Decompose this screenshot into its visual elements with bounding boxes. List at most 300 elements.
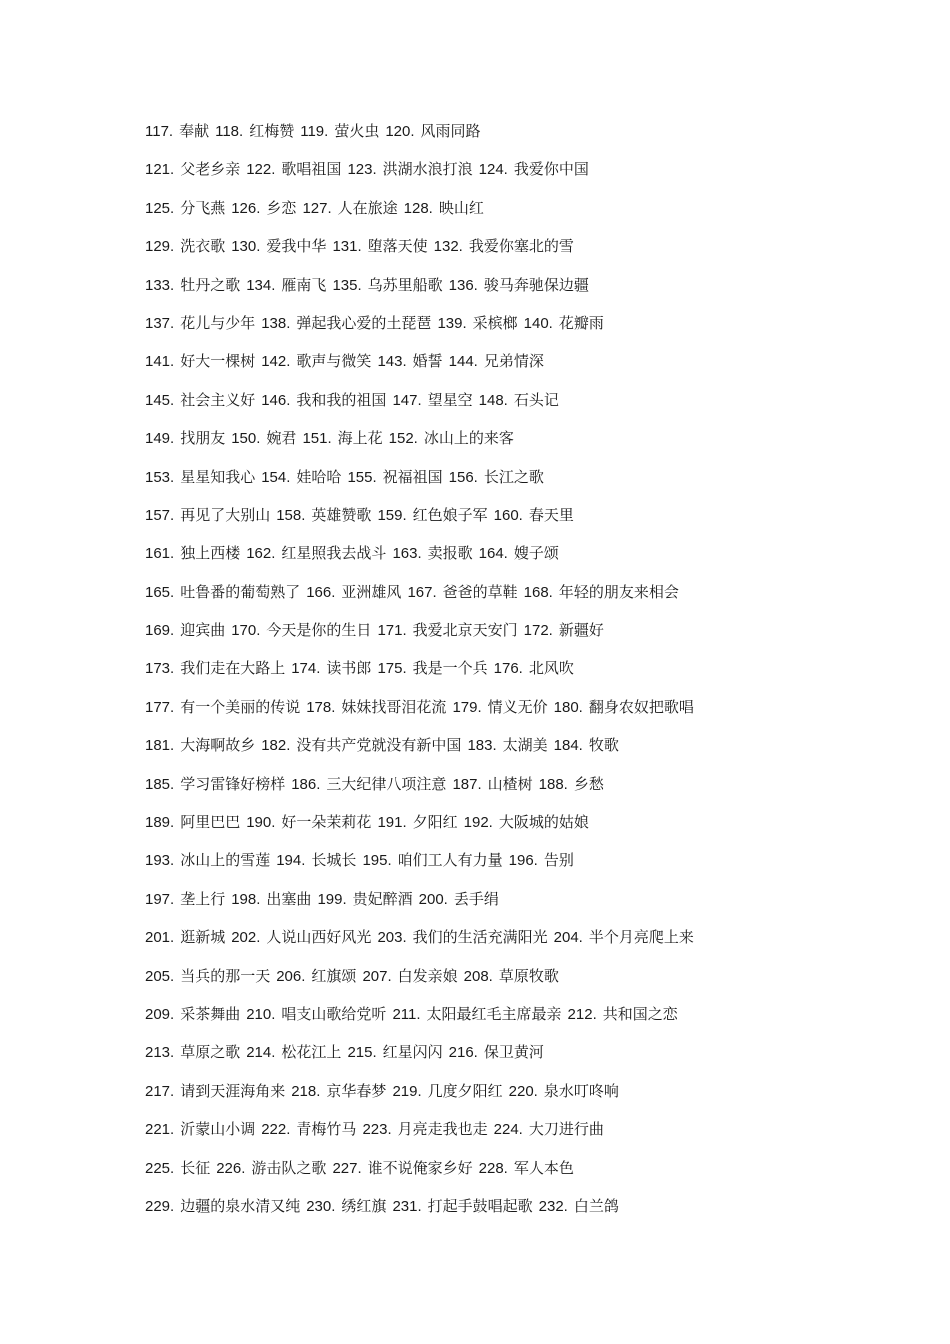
song-entry	[261, 736, 461, 754]
song-number: 159.	[377, 506, 407, 524]
song-entry	[145, 659, 285, 677]
song-number: 213.	[145, 1044, 175, 1062]
song-title: 采槟榔	[472, 313, 518, 332]
song-title: 长江之歌	[483, 467, 544, 486]
list-item	[145, 118, 925, 156]
song-title: 沂蒙山小调	[180, 1120, 256, 1139]
song-title: 采茶舞曲	[180, 1004, 241, 1023]
song-entry	[434, 237, 574, 255]
list-item	[145, 963, 925, 1001]
song-entry	[246, 160, 341, 178]
song-title: 告别	[543, 851, 574, 870]
song-number: 177.	[145, 698, 175, 716]
song-number: 140.	[523, 314, 553, 332]
song-title: 冰山上的雪莲	[180, 851, 271, 870]
song-entry	[392, 1082, 502, 1100]
song-title: 没有共产党就没有新中国	[296, 736, 462, 755]
song-number: 144.	[448, 353, 478, 371]
song-title: 长城长	[311, 851, 357, 870]
song-entry	[377, 813, 457, 831]
song-title: 红旗颂	[311, 966, 357, 985]
song-entry	[145, 199, 225, 217]
list-item	[145, 694, 925, 732]
song-title: 再见了大别山	[180, 505, 271, 524]
song-number: 118.	[215, 123, 244, 140]
song-title: 娃哈哈	[296, 467, 342, 486]
list-item	[145, 886, 925, 924]
song-entry	[276, 967, 356, 985]
song-title: 共和国之恋	[602, 1004, 678, 1023]
list-item	[145, 233, 925, 271]
song-number: 211.	[392, 1005, 421, 1023]
song-title: 青梅竹马	[296, 1120, 357, 1139]
song-number: 156.	[448, 468, 478, 486]
song-number: 158.	[276, 506, 306, 524]
song-number: 228.	[478, 1159, 508, 1177]
song-entry	[385, 122, 480, 140]
list-item	[145, 617, 925, 655]
song-number: 216.	[448, 1044, 478, 1062]
song-title: 翻身农奴把歌唱	[588, 697, 694, 716]
song-title: 弹起我心爱的土琵琶	[296, 313, 432, 332]
song-entry	[377, 506, 487, 524]
song-title: 情义无价	[487, 697, 548, 716]
song-entry	[145, 1197, 300, 1215]
song-number: 132.	[433, 238, 463, 256]
song-title: 嫂子颂	[513, 544, 559, 563]
song-number: 125.	[145, 199, 175, 217]
song-entry	[317, 890, 412, 908]
song-title: 大海啊故乡	[180, 736, 256, 755]
song-number: 135.	[332, 276, 362, 294]
song-number: 130.	[231, 238, 261, 256]
song-number: 148.	[478, 391, 508, 409]
list-item	[145, 847, 925, 885]
song-entry	[246, 813, 371, 831]
song-title: 红色娘子军	[412, 505, 488, 524]
song-number: 172.	[523, 622, 553, 640]
song-number: 163.	[392, 545, 422, 563]
song-entry	[145, 851, 270, 869]
song-number: 134.	[246, 276, 276, 294]
song-number: 129.	[145, 238, 175, 256]
song-entry	[494, 1120, 604, 1138]
song-title: 祝福祖国	[382, 467, 443, 486]
song-number: 122.	[246, 161, 276, 179]
song-title: 丢手绢	[453, 889, 499, 908]
song-title: 太湖美	[502, 736, 548, 755]
song-entry	[377, 621, 517, 639]
song-number: 165.	[145, 583, 175, 601]
list-item	[145, 540, 925, 578]
song-title: 红星照我去战斗	[281, 544, 387, 563]
song-title: 爸爸的草鞋	[442, 582, 518, 601]
song-number: 145.	[145, 391, 175, 409]
song-title: 我爱北京天安门	[412, 621, 518, 640]
song-entry	[145, 1043, 240, 1061]
song-title: 红星闪闪	[382, 1043, 443, 1062]
song-title: 贵妃醉酒	[352, 889, 413, 908]
song-entry	[145, 1082, 285, 1100]
song-number: 214.	[246, 1044, 276, 1062]
song-number: 175.	[377, 660, 407, 678]
song-entry	[332, 276, 442, 294]
song-title: 望星空	[427, 390, 473, 409]
song-title: 请到天涯海角来	[180, 1081, 286, 1100]
song-number: 232.	[538, 1197, 568, 1215]
song-title: 京华春梦	[326, 1081, 387, 1100]
song-entry	[464, 967, 559, 985]
song-title: 我爱你塞北的雪	[468, 237, 574, 256]
song-title: 泉水叮咚响	[543, 1081, 619, 1100]
list-item	[145, 310, 925, 348]
song-entry	[145, 160, 240, 178]
song-title: 白发亲娘	[397, 966, 458, 985]
song-entry	[145, 391, 255, 409]
song-entry	[145, 1005, 240, 1023]
song-entry	[392, 1005, 561, 1023]
song-number: 223.	[362, 1121, 392, 1139]
song-title: 人在旅途	[337, 198, 398, 217]
song-entry	[231, 928, 371, 946]
song-title: 乡恋	[266, 198, 297, 217]
song-entry	[347, 468, 442, 486]
song-entry	[145, 468, 255, 486]
song-title: 三大纪律八项注意	[326, 774, 447, 793]
song-number: 212.	[567, 1005, 597, 1023]
song-entry	[145, 544, 240, 562]
song-title: 出塞曲	[266, 889, 312, 908]
song-entry	[452, 698, 547, 716]
song-entry	[261, 391, 386, 409]
song-title: 分飞燕	[180, 198, 226, 217]
song-number: 221.	[145, 1121, 175, 1139]
song-number: 139.	[437, 314, 467, 332]
song-number: 153.	[145, 468, 175, 486]
song-entry	[509, 1082, 619, 1100]
song-title: 雁南飞	[281, 275, 327, 294]
song-title: 新疆好	[558, 621, 604, 640]
song-title: 大刀进行曲	[528, 1120, 604, 1139]
song-entry	[479, 391, 559, 409]
song-title: 亚洲雄风	[341, 582, 402, 601]
song-entry	[332, 237, 427, 255]
song-number: 191.	[377, 814, 407, 832]
song-entry	[554, 736, 619, 754]
song-title: 海上花	[337, 429, 383, 448]
song-number: 127.	[302, 199, 332, 217]
song-entry	[306, 698, 446, 716]
song-title: 花儿与少年	[180, 313, 256, 332]
song-entry	[261, 1120, 356, 1138]
song-entry	[362, 1120, 487, 1138]
song-title: 我爱你中国	[513, 160, 589, 179]
song-entry	[246, 276, 326, 294]
song-entry	[215, 122, 294, 140]
song-entry	[145, 698, 300, 716]
song-number: 170.	[231, 622, 261, 640]
song-entry	[145, 429, 225, 447]
song-title: 我们的生活充满阳光	[412, 928, 548, 947]
song-title: 春天里	[528, 505, 574, 524]
song-entry	[145, 314, 255, 332]
song-number: 164.	[478, 545, 508, 563]
song-title: 绣红旗	[341, 1196, 387, 1215]
song-title: 卖报歌	[427, 544, 473, 563]
song-number: 226.	[216, 1159, 246, 1177]
song-number: 128.	[403, 199, 433, 217]
song-title: 萤火虫	[334, 122, 380, 140]
song-entry	[419, 890, 499, 908]
song-number: 224.	[493, 1121, 523, 1139]
song-title: 边疆的泉水清又纯	[180, 1196, 301, 1215]
song-entry	[246, 544, 386, 562]
song-number: 199.	[317, 890, 347, 908]
song-number: 121.	[145, 161, 175, 179]
song-number: 166.	[306, 583, 336, 601]
song-title: 兄弟情深	[483, 352, 544, 371]
song-number: 220.	[508, 1082, 538, 1100]
song-number: 197.	[145, 890, 175, 908]
song-number: 203.	[377, 929, 407, 947]
song-title: 山楂树	[487, 774, 533, 793]
song-number: 160.	[493, 506, 523, 524]
song-number: 188.	[538, 775, 568, 793]
song-title: 半个月亮爬上来	[588, 928, 694, 947]
song-number: 142.	[261, 353, 291, 371]
list-item	[145, 464, 925, 502]
song-entry	[449, 352, 544, 370]
song-title: 读书郎	[326, 659, 372, 678]
song-entry	[437, 314, 517, 332]
song-entry	[145, 583, 300, 601]
song-list	[145, 118, 925, 1231]
song-entry	[145, 276, 240, 294]
song-title: 几度夕阳红	[427, 1081, 503, 1100]
song-entry	[392, 544, 472, 562]
song-number: 187.	[452, 775, 482, 793]
song-entry	[261, 468, 341, 486]
song-entry	[494, 506, 574, 524]
list-item	[145, 1155, 925, 1193]
song-number: 167.	[407, 583, 437, 601]
list-item	[145, 1193, 925, 1231]
song-entry	[539, 1197, 619, 1215]
list-item	[145, 502, 925, 540]
song-entry	[449, 468, 544, 486]
song-entry	[145, 352, 255, 370]
song-entry	[554, 928, 694, 946]
song-title: 逛新城	[180, 928, 226, 947]
song-title: 当兵的那一天	[180, 966, 271, 985]
song-number: 150.	[231, 430, 261, 448]
list-item	[145, 348, 925, 386]
song-title: 年轻的朋友来相会	[558, 582, 679, 601]
song-entry	[479, 160, 589, 178]
song-title: 草原牧歌	[498, 966, 559, 985]
song-number: 193.	[145, 852, 175, 870]
song-entry	[392, 391, 472, 409]
list-item	[145, 771, 925, 809]
song-number: 173.	[145, 660, 175, 678]
song-number: 174.	[291, 660, 321, 678]
song-entry	[407, 583, 517, 601]
song-entry	[231, 429, 296, 447]
song-title: 太阳最红毛主席最亲	[426, 1004, 562, 1023]
list-item	[145, 272, 925, 310]
song-title: 打起手鼓唱起歌	[427, 1196, 533, 1215]
song-entry	[479, 1159, 574, 1177]
song-entry	[145, 736, 255, 754]
song-entry	[362, 967, 457, 985]
song-number: 202.	[231, 929, 261, 947]
song-entry	[449, 276, 589, 294]
song-entry	[467, 736, 547, 754]
song-entry	[404, 199, 484, 217]
song-number: 184.	[553, 737, 583, 755]
song-entry	[145, 506, 270, 524]
list-item	[145, 809, 925, 847]
song-title: 洗衣歌	[180, 237, 226, 256]
list-item	[145, 1078, 925, 1116]
list-item	[145, 1001, 925, 1039]
song-title: 牡丹之歌	[180, 275, 241, 294]
song-title: 咱们工人有力量	[397, 851, 503, 870]
song-title: 石头记	[513, 390, 559, 409]
song-number: 210.	[246, 1005, 276, 1023]
song-number: 146.	[261, 391, 291, 409]
song-entry	[332, 1159, 472, 1177]
song-title: 游击队之歌	[251, 1158, 327, 1177]
song-number: 186.	[291, 775, 321, 793]
song-entry	[145, 1120, 255, 1138]
song-entry	[302, 429, 382, 447]
song-number: 117.	[145, 123, 174, 140]
song-entry	[291, 775, 446, 793]
song-entry	[145, 1159, 210, 1177]
song-number: 178.	[306, 698, 336, 716]
song-title: 好一朵茉莉花	[281, 813, 372, 832]
song-title: 今天是你的生日	[266, 621, 372, 640]
song-title: 爱我中华	[266, 237, 327, 256]
song-title: 星星知我心	[180, 467, 256, 486]
song-title: 冰山上的来客	[423, 429, 514, 448]
list-item	[145, 655, 925, 693]
song-title: 社会主义好	[180, 390, 256, 409]
song-number: 152.	[388, 430, 418, 448]
song-title: 垄上行	[180, 889, 226, 908]
list-item	[145, 732, 925, 770]
song-entry	[145, 813, 240, 831]
song-number: 195.	[362, 852, 392, 870]
song-entry	[306, 583, 401, 601]
song-title: 花瓣雨	[558, 313, 604, 332]
song-title: 吐鲁番的葡萄熟了	[180, 582, 301, 601]
list-item	[145, 1116, 925, 1154]
song-number: 227.	[332, 1159, 362, 1177]
song-title: 迎宾曲	[180, 621, 226, 640]
song-number: 162.	[246, 545, 276, 563]
song-entry	[276, 506, 371, 524]
song-entry	[261, 314, 431, 332]
song-title: 我是一个兵	[412, 659, 488, 678]
song-title: 歌声与微笑	[296, 352, 372, 371]
song-title: 妹妹找哥泪花流	[341, 697, 447, 716]
song-entry	[568, 1005, 678, 1023]
song-number: 151.	[302, 430, 332, 448]
song-number: 206.	[276, 967, 306, 985]
song-number: 183.	[467, 737, 497, 755]
song-entry	[347, 1043, 442, 1061]
list-item	[145, 195, 925, 233]
song-title: 我们走在大路上	[180, 659, 286, 678]
song-entry	[524, 583, 679, 601]
list-item	[145, 924, 925, 962]
song-number: 154.	[261, 468, 291, 486]
song-number: 222.	[261, 1121, 291, 1139]
song-number: 194.	[276, 852, 306, 870]
song-title: 阿里巴巴	[180, 813, 241, 832]
song-title: 歌唱祖国	[281, 160, 342, 179]
song-entry	[524, 314, 604, 332]
song-number: 215.	[347, 1044, 377, 1062]
song-entry	[145, 775, 285, 793]
list-item	[145, 1039, 925, 1077]
song-number: 155.	[347, 468, 377, 486]
song-title: 草原之歌	[180, 1043, 241, 1062]
song-entry	[449, 1043, 544, 1061]
song-number: 204.	[553, 929, 583, 947]
song-entry	[377, 928, 547, 946]
song-number: 179.	[452, 698, 482, 716]
song-entry	[145, 890, 225, 908]
song-entry	[145, 967, 270, 985]
song-title: 唱支山歌给党听	[281, 1004, 387, 1023]
song-entry	[306, 1197, 386, 1215]
song-entry	[231, 237, 326, 255]
song-number: 231.	[392, 1197, 422, 1215]
song-entry	[145, 122, 209, 140]
song-number: 229.	[145, 1197, 175, 1215]
song-entry	[276, 851, 356, 869]
list-item	[145, 425, 925, 463]
song-title: 松花江上	[281, 1043, 342, 1062]
song-number: 141.	[145, 353, 175, 371]
song-title: 婚誓	[412, 352, 443, 371]
song-entry	[216, 1159, 326, 1177]
song-entry	[246, 1043, 341, 1061]
song-number: 189.	[145, 814, 175, 832]
song-entry	[145, 621, 225, 639]
song-title: 红梅赞	[249, 122, 295, 140]
song-entry	[509, 851, 574, 869]
song-number: 208.	[463, 967, 493, 985]
song-number: 157.	[145, 506, 175, 524]
song-title: 长征	[180, 1158, 211, 1177]
song-number: 217.	[145, 1082, 175, 1100]
song-title: 有一个美丽的传说	[180, 697, 301, 716]
song-number: 147.	[392, 391, 422, 409]
song-title: 英雄赞歌	[311, 505, 372, 524]
song-title: 堕落天使	[367, 237, 428, 256]
song-title: 军人本色	[513, 1158, 574, 1177]
song-title: 乡愁	[573, 774, 604, 793]
song-entry	[300, 122, 379, 140]
song-title: 学习雷锋好榜样	[180, 774, 286, 793]
song-entry	[231, 199, 296, 217]
song-number: 169.	[145, 622, 175, 640]
song-title: 独上西楼	[180, 544, 241, 563]
